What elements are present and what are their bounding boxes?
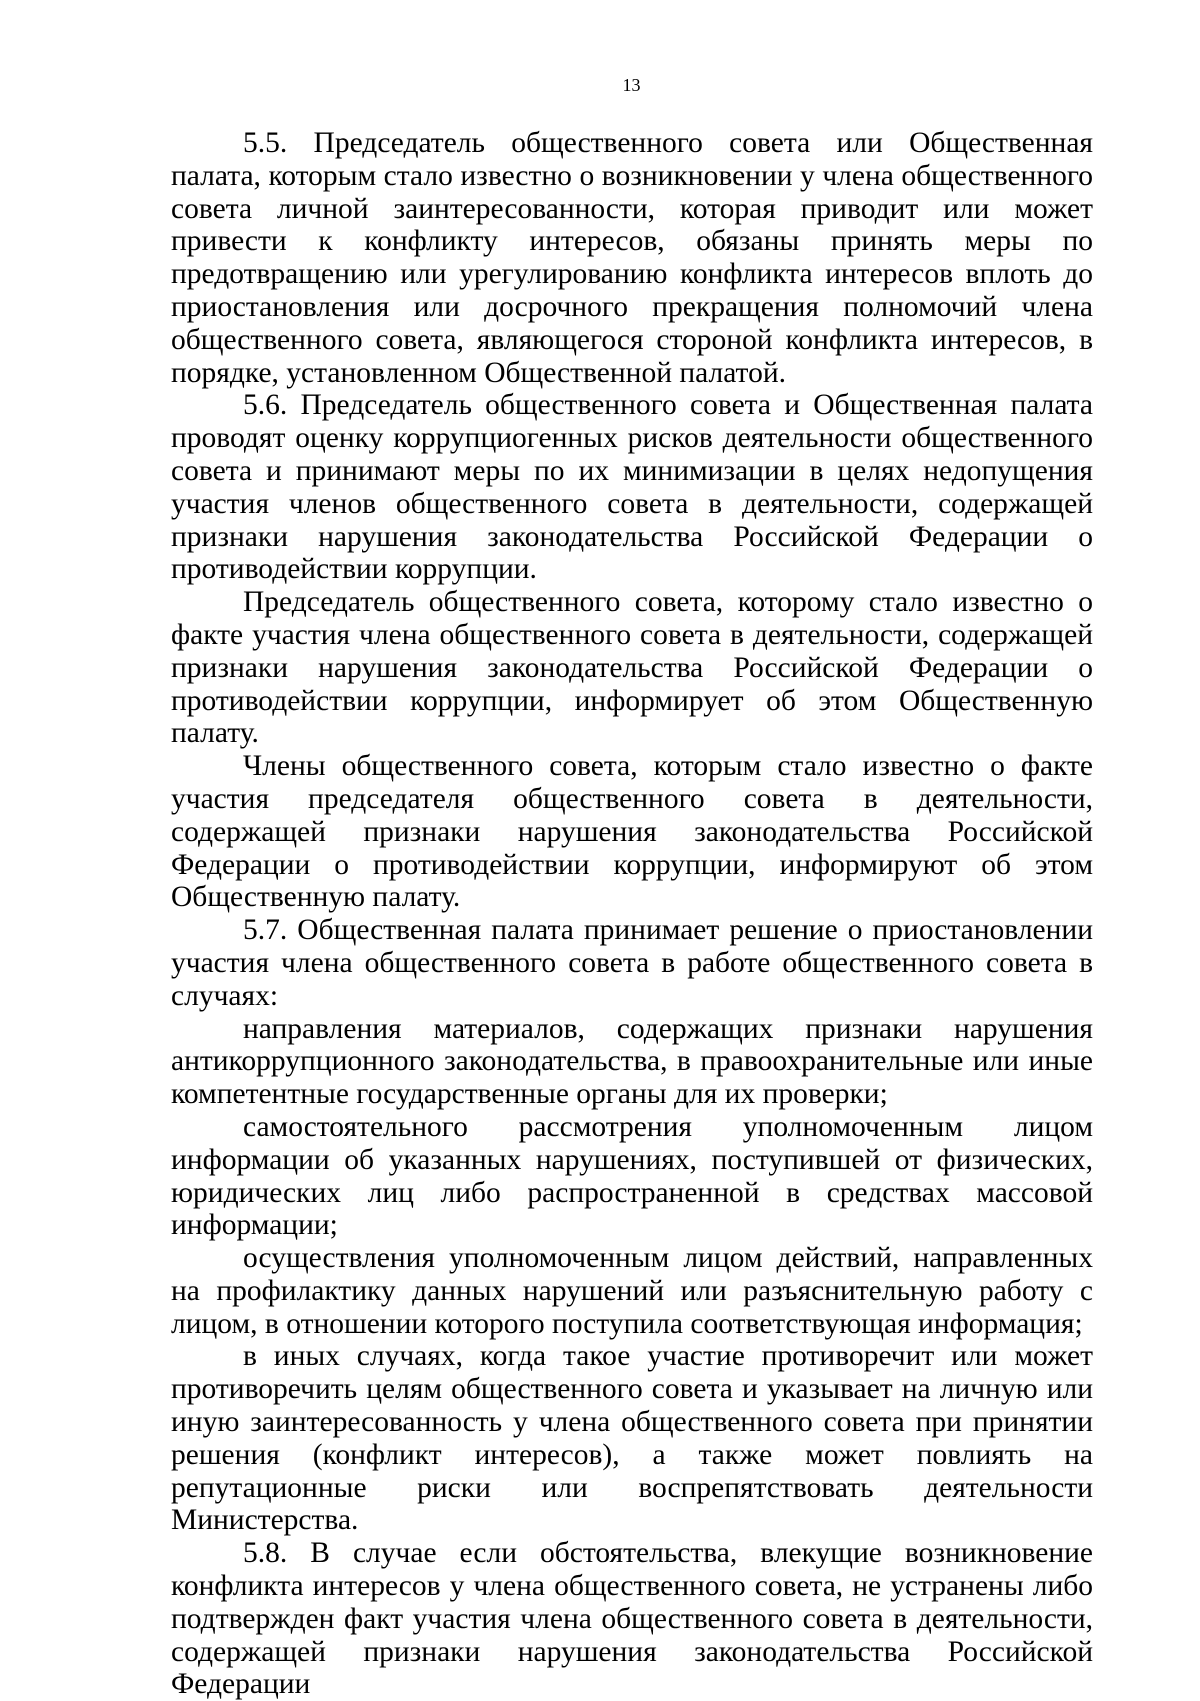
list-item-case-review: самостоятельного рассмотрения уполномоченным лицом информации об указанных нарушениях, поступившей от физических, юридических лиц либо распространенной в средствах массовой информации; bbox=[171, 1110, 1093, 1242]
list-item-case-prevention: осуществления уполномоченным лицом действий, направленных на профилактику данных нарушений или разъяснительную работу с лицом, в отношении которого поступила соответствующая информация; bbox=[171, 1242, 1093, 1340]
page-number: 13 bbox=[622, 75, 641, 95]
list-item-case-other: в иных случаях, когда такое участие противоречит или может противоречить целям общественного совета и указывает на личную или иную заинтересованность у члена общественного совета при принятии решения (конфликт интересов), а также может повлиять на репутационные риски или воспрепятствовать деятельности Министерства. bbox=[171, 1340, 1093, 1537]
paragraph-5-7: 5.7. Общественная палата принимает решение о приостановлении участия члена общественного совета в работе общественного совета в случаях: bbox=[171, 914, 1093, 1012]
paragraph-5-5: 5.5. Председатель общественного совета или Общественная палата, которым стало известно о возникновении у члена общественного совета личной заинтересованности, которая приводит или может привести к конфликту интересов, обязаны принять меры по предотвращению или урегулированию конфликта интересов вплоть до приостановления или досрочного прекращения полномочий члена общественного совета, являющегося стороной конфликта интересов, в порядке, установленном Общественной палатой. bbox=[171, 127, 1093, 389]
paragraph-chairman-informs: Председатель общественного совета, которому стало известно о факте участия члена общественного совета в деятельности, содержащей признаки нарушения законодательства Российской Федерации о противодействии коррупции, информирует об этом Общественную палату. bbox=[171, 586, 1093, 750]
paragraph-5-6: 5.6. Председатель общественного совета и Общественная палата проводят оценку коррупциогенных рисков деятельности общественного совета и принимают меры по их минимизации в целях недопущения участия членов общественного совета в деятельности, содержащей признаки нарушения законодательства Российской Федерации о противодействии коррупции. bbox=[171, 389, 1093, 586]
list-item-case-materials: направления материалов, содержащих признаки нарушения антикоррупционного законодательства, в правоохранительные или иные компетентные государственные органы для их проверки; bbox=[171, 1012, 1093, 1111]
paragraph-members-inform: Члены общественного совета, которым стало известно о факте участия председателя общественного совета в деятельности, содержащей признаки нарушения законодательства Российской Федерации о противодействии коррупции, информируют об этом Общественную палату. bbox=[171, 750, 1093, 914]
document-body bbox=[171, 127, 1093, 1701]
paragraph-5-8: 5.8. В случае если обстоятельства, влекущие возникновение конфликта интересов у члена общественного совета, не устранены либо подтвержден факт участия члена общественного совета в деятельности, содержащей признаки нарушения законодательства Российской Федерации bbox=[171, 1537, 1093, 1701]
